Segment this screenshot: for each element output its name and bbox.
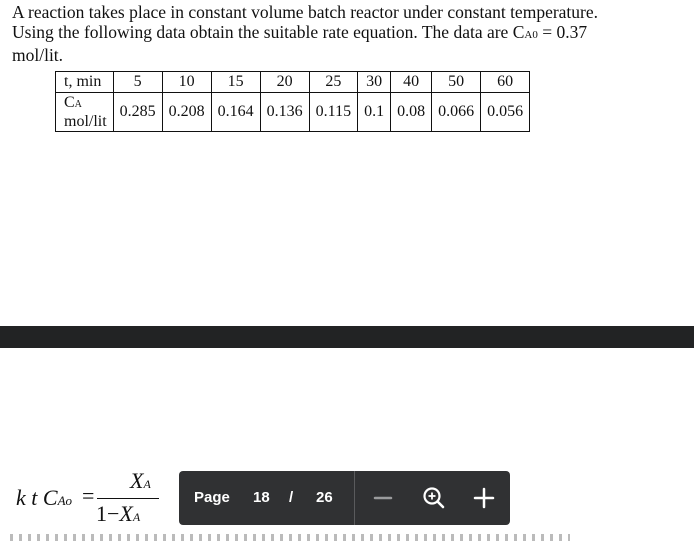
formula-numerator-x: X [130, 468, 144, 493]
formula-numerator-sub: A [143, 477, 151, 491]
concentration-row-header [56, 93, 114, 132]
concentration-cell: 0.164 [211, 93, 260, 132]
problem-line-2-text: Using the following data obtain the suitable rate equation. The data are C [12, 22, 525, 42]
plus-icon [469, 483, 499, 513]
formula-denominator-sub: A [132, 510, 141, 524]
page-separator: / [289, 489, 294, 506]
concentration-cell: 0.066 [432, 93, 481, 132]
current-page-input[interactable]: 18 [253, 489, 270, 506]
concentration-cell: 0.08 [391, 93, 432, 132]
concentration-unit: mol/lit [64, 113, 107, 130]
formula-denominator [96, 501, 140, 527]
problem-line-3: mol/lit. [12, 45, 64, 65]
concentration-row [56, 93, 530, 132]
page-divider [0, 326, 694, 348]
fit-zoom-button[interactable] [419, 483, 449, 513]
concentration-cell: 0.208 [162, 93, 211, 132]
concentration-symbol [64, 94, 107, 113]
time-cell: 25 [309, 72, 357, 93]
zoom-in-button[interactable] [469, 483, 499, 513]
concentration-cell: 0.1 [358, 93, 391, 132]
formula-denominator-x: X [119, 501, 133, 526]
concentration-cell: 0.285 [113, 93, 162, 132]
zoom-in-icon [419, 483, 449, 513]
time-cell: 15 [211, 72, 260, 93]
total-pages: 26 [316, 489, 333, 506]
concentration-cell: 0.056 [481, 93, 530, 132]
problem-line-2-value: = 0.37 [537, 22, 588, 42]
time-cell: 5 [113, 72, 162, 93]
time-cell: 50 [432, 72, 481, 93]
formula-lhs [16, 485, 72, 511]
problem-line-2-subscript: A0 [524, 29, 538, 41]
time-row-header: t, min [56, 72, 114, 93]
minus-icon [368, 483, 398, 513]
problem-statement [12, 2, 688, 65]
formula-lhs-sub: Ao [57, 493, 73, 508]
concentration-cell: 0.136 [260, 93, 309, 132]
concentration-symbol-main: C [64, 94, 75, 111]
time-cell: 20 [260, 72, 309, 93]
time-cell: 30 [358, 72, 391, 93]
toolbar-divider [354, 471, 355, 525]
zoom-out-button[interactable] [368, 483, 398, 513]
problem-line-2 [12, 22, 688, 45]
fraction-bar [97, 498, 159, 499]
concentration-cell: 0.115 [309, 93, 357, 132]
concentration-symbol-sub: A [74, 99, 82, 110]
data-table [55, 71, 530, 132]
formula-lhs-main: k t C [16, 485, 58, 510]
problem-line-1: A reaction takes place in constant volume batch reactor under constant temperature. [12, 2, 599, 22]
time-cell: 40 [391, 72, 432, 93]
formula-equals: = [82, 483, 95, 508]
time-cell: 10 [162, 72, 211, 93]
page-label: Page [194, 489, 230, 506]
rate-equation [16, 468, 176, 538]
cut-off-text-line [10, 534, 570, 541]
pdf-page-toolbar [179, 471, 510, 525]
formula-denominator-pre: 1− [96, 501, 120, 526]
time-cell: 60 [481, 72, 530, 93]
formula-numerator [130, 468, 151, 494]
time-row [56, 72, 530, 93]
